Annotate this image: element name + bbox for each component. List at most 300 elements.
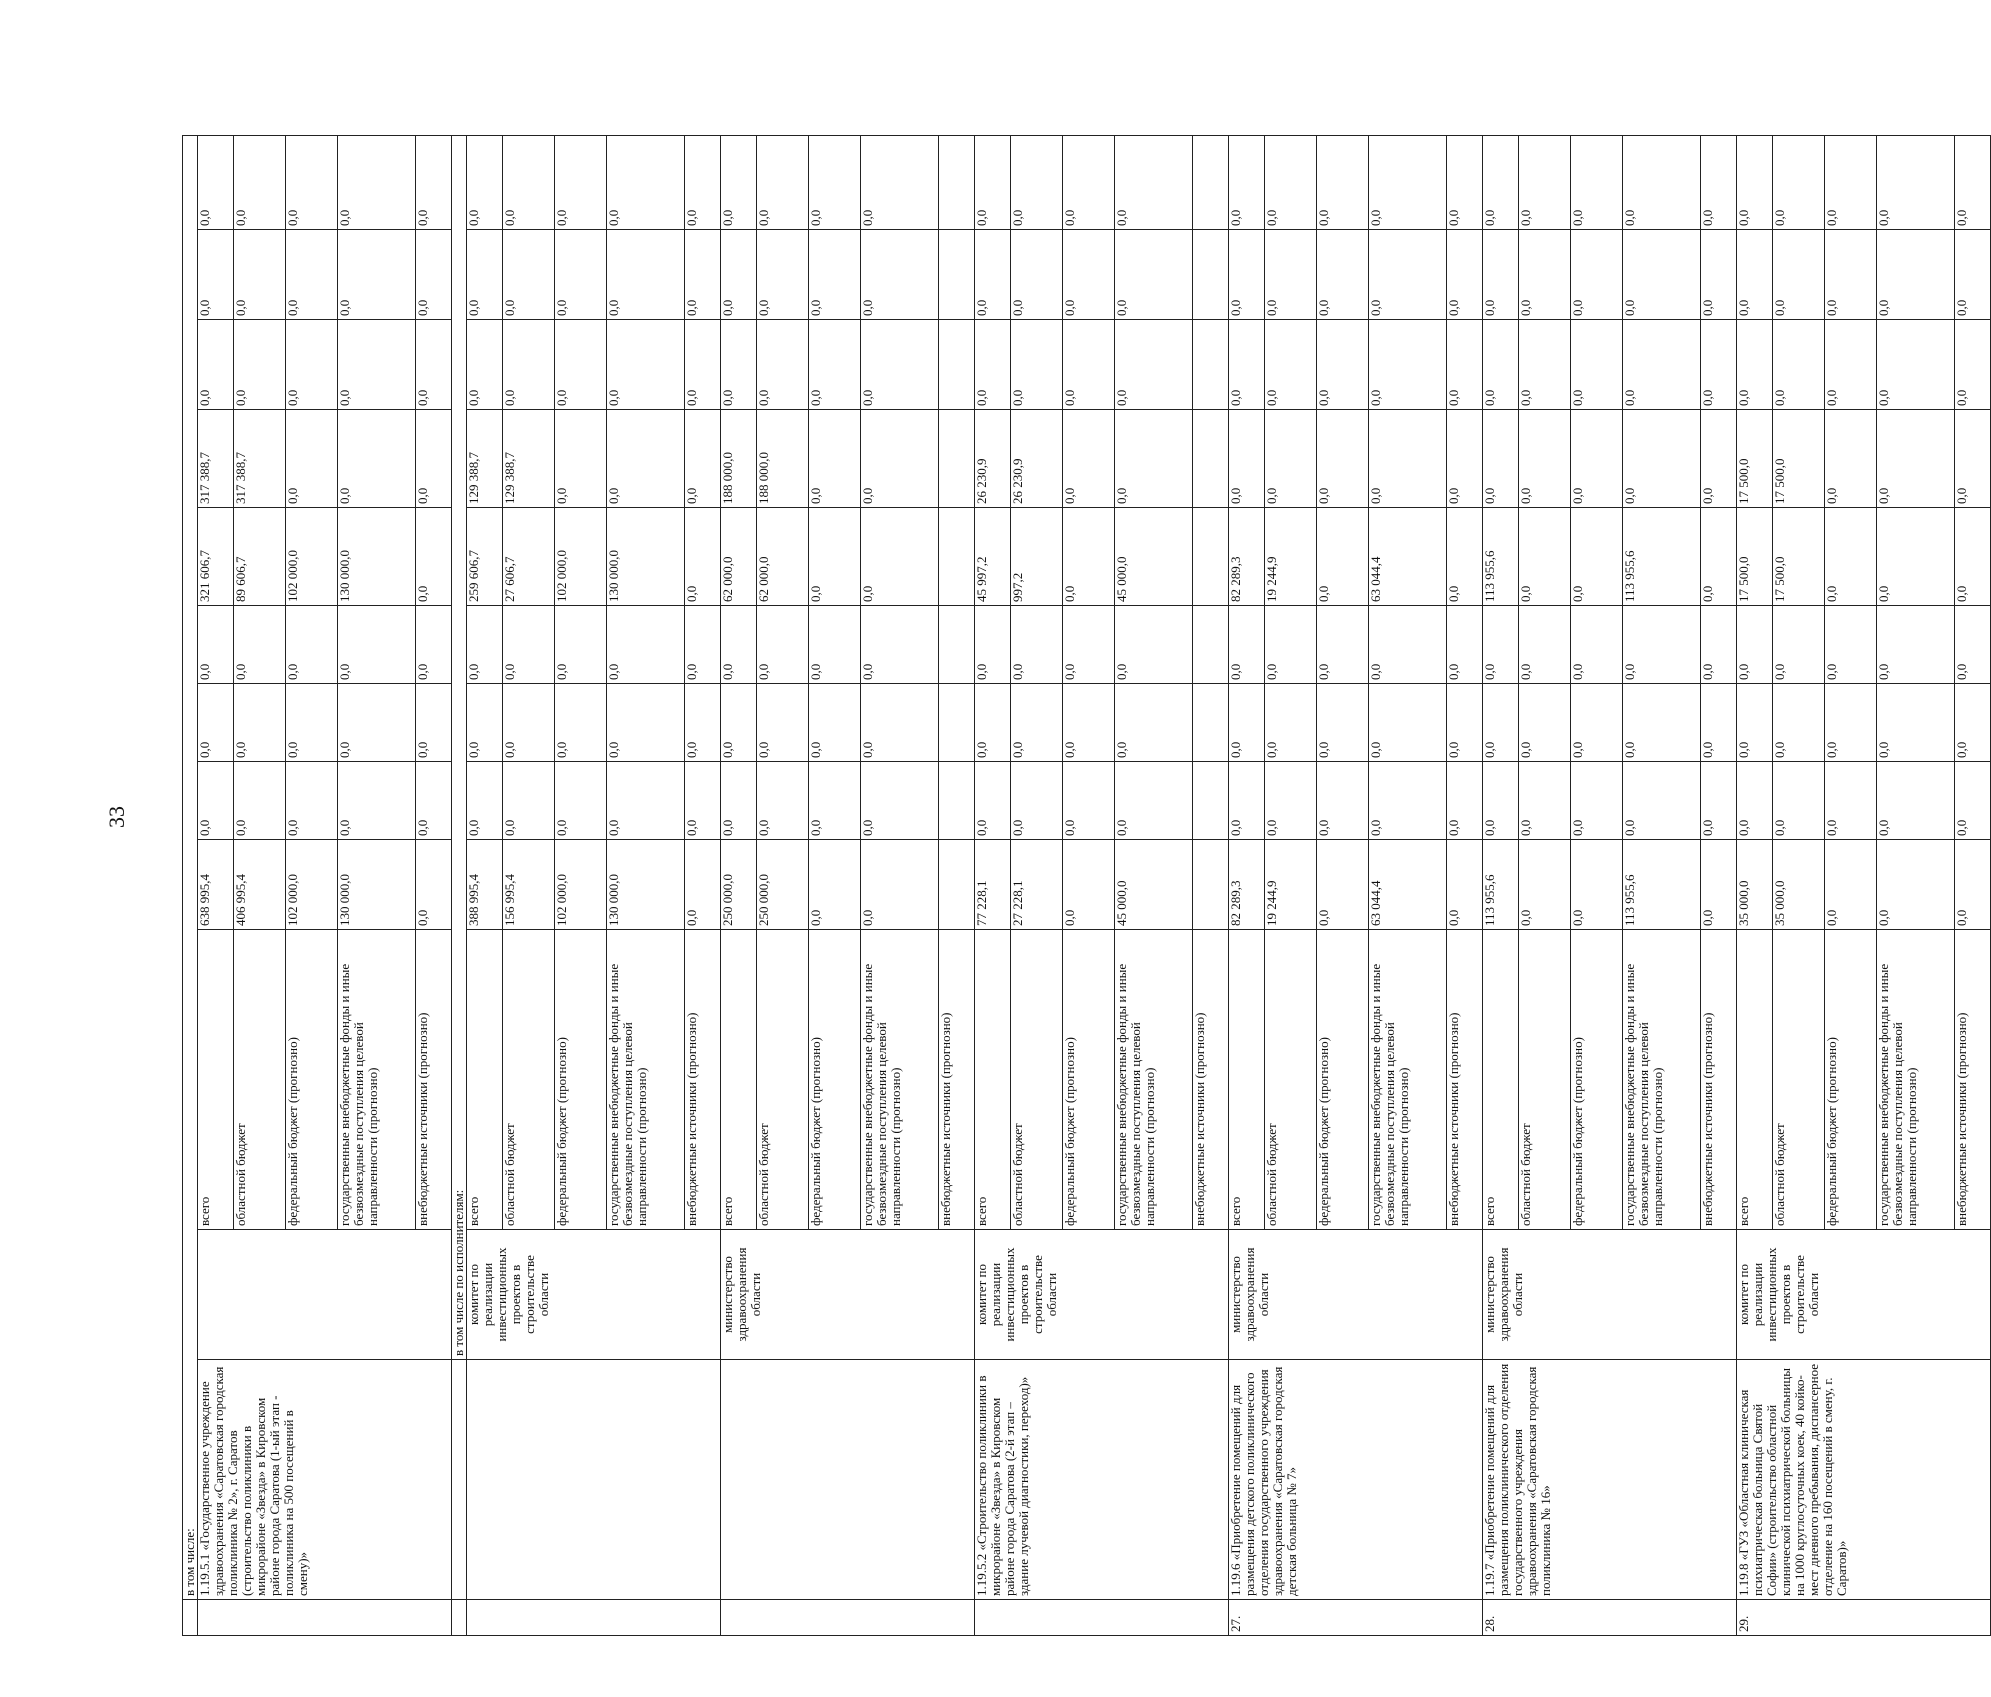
amount-cell: 0,0 — [685, 230, 721, 320]
funding-source: федеральный бюджет (прогнозно) — [1571, 930, 1623, 1230]
funding-source: внебюджетные источники (прогнозно) — [685, 930, 721, 1230]
amount-cell — [939, 762, 975, 840]
amount-cell: 19 244,9 — [1265, 840, 1317, 930]
amount-cell: 0,0 — [416, 684, 452, 762]
funding-source: федеральный бюджет (прогнозно) — [809, 930, 861, 1230]
amount-cell: 0,0 — [1115, 135, 1193, 229]
table-row — [198, 135, 234, 1635]
amount-cell: 0,0 — [338, 135, 416, 229]
amount-cell: 0,0 — [1447, 320, 1483, 410]
amount-cell: 0,0 — [1955, 410, 1991, 508]
amount-cell: 0,0 — [1265, 320, 1317, 410]
amount-cell: 0,0 — [1737, 762, 1773, 840]
amount-cell: 0,0 — [1115, 410, 1193, 508]
amount-cell: 0,0 — [1877, 508, 1955, 606]
amount-cell: 0,0 — [286, 684, 338, 762]
row-number: 28. — [1483, 1600, 1737, 1636]
amount-cell: 0,0 — [975, 684, 1011, 762]
amount-cell: 0,0 — [1265, 135, 1317, 229]
amount-cell: 0,0 — [1571, 410, 1623, 508]
amount-cell: 0,0 — [1265, 410, 1317, 508]
funding-source: федеральный бюджет (прогнозно) — [286, 930, 338, 1230]
amount-cell: 0,0 — [1317, 135, 1369, 229]
amount-cell: 0,0 — [338, 230, 416, 320]
amount-cell: 0,0 — [1317, 508, 1369, 606]
amount-cell: 0,0 — [1063, 684, 1115, 762]
amount-cell: 0,0 — [286, 135, 338, 229]
amount-cell — [1193, 135, 1229, 229]
amount-cell: 0,0 — [1317, 320, 1369, 410]
amount-cell: 0,0 — [685, 762, 721, 840]
amount-cell: 0,0 — [1317, 840, 1369, 930]
amount-cell: 0,0 — [198, 135, 234, 229]
amount-cell: 0,0 — [1571, 320, 1623, 410]
table-row — [1737, 135, 1773, 1635]
amount-cell: 0,0 — [198, 320, 234, 410]
funding-source: областной бюджет — [1773, 930, 1825, 1230]
amount-cell: 0,0 — [416, 606, 452, 684]
amount-cell: 0,0 — [1115, 230, 1193, 320]
amount-cell: 638 995,4 — [198, 840, 234, 930]
amount-cell: 102 000,0 — [555, 508, 607, 606]
amount-cell: 0,0 — [1955, 762, 1991, 840]
amount-cell: 0,0 — [757, 320, 809, 410]
table-row — [467, 135, 503, 1635]
funding-source: областной бюджет — [503, 930, 555, 1230]
intro-text: в том числе: — [183, 135, 198, 1599]
amount-cell — [939, 320, 975, 410]
amount-cell: 0,0 — [1877, 410, 1955, 508]
amount-cell: 156 995,4 — [503, 840, 555, 930]
amount-cell: 17 500,0 — [1737, 508, 1773, 606]
funding-table-body — [183, 135, 1991, 1635]
amount-cell: 0,0 — [607, 606, 685, 684]
amount-cell: 0,0 — [1369, 410, 1447, 508]
page-number: 33 — [104, 806, 129, 828]
amount-cell: 0,0 — [555, 606, 607, 684]
amount-cell: 0,0 — [861, 684, 939, 762]
amount-cell: 0,0 — [1623, 230, 1701, 320]
amount-cell: 0,0 — [286, 762, 338, 840]
amount-cell: 26 230,9 — [975, 410, 1011, 508]
amount-cell: 0,0 — [1737, 135, 1773, 229]
amount-cell: 0,0 — [1825, 508, 1877, 606]
amount-cell: 0,0 — [1447, 410, 1483, 508]
funding-source: государственные внебюджетные фонды и иные безвозмездные поступления целевой направленности (прогнозно) — [1369, 930, 1447, 1230]
table-row — [975, 135, 1011, 1635]
amount-cell: 0,0 — [1825, 840, 1877, 930]
amount-cell: 0,0 — [416, 230, 452, 320]
funding-source: областной бюджет — [1011, 930, 1063, 1230]
amount-cell: 0,0 — [555, 135, 607, 229]
amount-cell: 0,0 — [234, 230, 286, 320]
amount-cell: 0,0 — [467, 230, 503, 320]
funding-source: государственные внебюджетные фонды и иные безвозмездные поступления целевой направленности (прогнозно) — [1877, 930, 1955, 1230]
amount-cell: 0,0 — [1955, 135, 1991, 229]
amount-cell: 0,0 — [1011, 135, 1063, 229]
amount-cell: 63 044,4 — [1369, 840, 1447, 930]
amount-cell: 0,0 — [1011, 684, 1063, 762]
amount-cell: 89 606,7 — [234, 508, 286, 606]
amount-cell: 35 000,0 — [1773, 840, 1825, 930]
amount-cell: 129 388,7 — [467, 410, 503, 508]
amount-cell: 0,0 — [861, 230, 939, 320]
funding-source: государственные внебюджетные фонды и иные безвозмездные поступления целевой направленности (прогнозно) — [607, 930, 685, 1230]
amount-cell: 0,0 — [685, 508, 721, 606]
amount-cell: 0,0 — [1317, 684, 1369, 762]
amount-cell: 0,0 — [467, 684, 503, 762]
amount-cell: 0,0 — [1011, 320, 1063, 410]
amount-cell: 0,0 — [416, 135, 452, 229]
amount-cell: 0,0 — [416, 320, 452, 410]
amount-cell: 0,0 — [234, 762, 286, 840]
funding-source: всего — [1483, 930, 1519, 1230]
amount-cell: 0,0 — [1519, 606, 1571, 684]
amount-cell — [939, 684, 975, 762]
amount-cell: 0,0 — [1877, 230, 1955, 320]
amount-cell: 0,0 — [467, 606, 503, 684]
amount-cell: 0,0 — [1063, 508, 1115, 606]
amount-cell: 0,0 — [1063, 135, 1115, 229]
amount-cell: 0,0 — [1483, 762, 1519, 840]
funding-source: всего — [1737, 930, 1773, 1230]
amount-cell: 0,0 — [1369, 135, 1447, 229]
amount-cell: 0,0 — [1483, 606, 1519, 684]
amount-cell: 0,0 — [1701, 840, 1737, 930]
funding-source: внебюджетные источники (прогнозно) — [1447, 930, 1483, 1230]
amount-cell: 82 289,3 — [1229, 508, 1265, 606]
measure-title: 1.19.6 «Приобретение помещений для размещения детского поликлинического отделения государственного учреждения здравоохранения «Саратовская городская детская больница № 7» — [1229, 1360, 1483, 1600]
funding-table — [182, 135, 1991, 1636]
amount-cell: 0,0 — [198, 762, 234, 840]
amount-cell: 0,0 — [1955, 606, 1991, 684]
amount-cell: 0,0 — [809, 840, 861, 930]
amount-cell: 0,0 — [1063, 840, 1115, 930]
amount-cell: 0,0 — [234, 320, 286, 410]
amount-cell — [1193, 230, 1229, 320]
amount-cell: 0,0 — [1229, 762, 1265, 840]
amount-cell: 0,0 — [809, 762, 861, 840]
amount-cell: 0,0 — [1701, 508, 1737, 606]
amount-cell: 0,0 — [503, 320, 555, 410]
amount-cell: 0,0 — [416, 840, 452, 930]
amount-cell: 0,0 — [607, 410, 685, 508]
amount-cell: 17 500,0 — [1773, 508, 1825, 606]
amount-cell: 0,0 — [1623, 684, 1701, 762]
amount-cell: 188 000,0 — [757, 410, 809, 508]
amount-cell: 0,0 — [1877, 606, 1955, 684]
amount-cell — [1193, 508, 1229, 606]
amount-cell: 0,0 — [1877, 762, 1955, 840]
amount-cell: 0,0 — [286, 320, 338, 410]
row-number: 29. — [1737, 1600, 1991, 1636]
executor: комитет по реализации инвестиционных проектов в строительстве области — [467, 1230, 721, 1360]
funding-source: областной бюджет — [1519, 930, 1571, 1230]
amount-cell — [1193, 320, 1229, 410]
amount-cell: 0,0 — [809, 508, 861, 606]
row-number: 27. — [1229, 1600, 1483, 1636]
amount-cell: 113 955,6 — [1483, 508, 1519, 606]
amount-cell — [939, 840, 975, 930]
amount-cell: 0,0 — [416, 410, 452, 508]
amount-cell — [939, 606, 975, 684]
amount-cell: 0,0 — [607, 135, 685, 229]
amount-cell: 188 000,0 — [721, 410, 757, 508]
amount-cell: 0,0 — [1229, 230, 1265, 320]
amount-cell: 0,0 — [1447, 684, 1483, 762]
amount-cell: 0,0 — [1369, 320, 1447, 410]
amount-cell: 0,0 — [1571, 840, 1623, 930]
amount-cell: 0,0 — [1773, 606, 1825, 684]
amount-cell: 0,0 — [1369, 230, 1447, 320]
amount-cell: 0,0 — [198, 230, 234, 320]
amount-cell — [1193, 684, 1229, 762]
amount-cell: 0,0 — [467, 135, 503, 229]
amount-cell: 0,0 — [721, 230, 757, 320]
funding-source: внебюджетные источники (прогнозно) — [1955, 930, 1991, 1230]
amount-cell: 0,0 — [1369, 762, 1447, 840]
amount-cell: 0,0 — [757, 230, 809, 320]
amount-cell: 0,0 — [1701, 320, 1737, 410]
amount-cell: 26 230,9 — [1011, 410, 1063, 508]
amount-cell: 0,0 — [685, 840, 721, 930]
funding-source: всего — [975, 930, 1011, 1230]
amount-cell: 0,0 — [1447, 230, 1483, 320]
amount-cell: 0,0 — [1701, 762, 1737, 840]
amount-cell: 0,0 — [1571, 230, 1623, 320]
executor: комитет по реализации инвестиционных проектов в строительстве области — [975, 1230, 1229, 1360]
amount-cell: 0,0 — [1229, 684, 1265, 762]
measure-title: 1.19.5.1 «Государственное учреждение здравоохранения «Саратовская городская поликлиника № 2», г. Саратов (строительство поликлиники в микрорайоне «Звезда» в Кировском районе города Саратова (1-ый этап - поликлиника на 500 посещений в смену)» — [198, 1360, 452, 1600]
amount-cell: 0,0 — [809, 684, 861, 762]
amount-cell: 45 997,2 — [975, 508, 1011, 606]
amount-cell: 0,0 — [607, 320, 685, 410]
amount-cell: 0,0 — [1229, 606, 1265, 684]
amount-cell: 45 000,0 — [1115, 840, 1193, 930]
measure-title: 1.19.5.2 «Строительство поликлиники в микрорайоне «Звезда» в Кировском районе города Саратова (2-й этап – здание лучевой диагностики, переход)» — [975, 1360, 1229, 1600]
funding-source: всего — [467, 930, 503, 1230]
amount-cell: 0,0 — [1701, 230, 1737, 320]
amount-cell: 77 228,1 — [975, 840, 1011, 930]
amount-cell: 0,0 — [338, 606, 416, 684]
amount-cell: 321 606,7 — [198, 508, 234, 606]
amount-cell: 130 000,0 — [607, 508, 685, 606]
amount-cell: 0,0 — [975, 230, 1011, 320]
amount-cell: 0,0 — [1571, 135, 1623, 229]
amount-cell: 17 500,0 — [1773, 410, 1825, 508]
amount-cell: 406 995,4 — [234, 840, 286, 930]
amount-cell: 0,0 — [1623, 606, 1701, 684]
amount-cell: 0,0 — [338, 320, 416, 410]
funding-source: областной бюджет — [757, 930, 809, 1230]
amount-cell: 0,0 — [685, 410, 721, 508]
amount-cell: 0,0 — [1623, 762, 1701, 840]
amount-cell: 0,0 — [809, 606, 861, 684]
amount-cell: 0,0 — [1115, 762, 1193, 840]
amount-cell: 0,0 — [234, 684, 286, 762]
funding-source: федеральный бюджет (прогнозно) — [1825, 930, 1877, 1230]
amount-cell: 0,0 — [1011, 762, 1063, 840]
amount-cell: 0,0 — [1623, 135, 1701, 229]
amount-cell: 0,0 — [338, 410, 416, 508]
row-number — [721, 1600, 975, 1636]
measure-title: 1.19.8 «ГУЗ «Областная клиническая психиатрическая больница Святой Софии» (строительство областной клинической психиатрической больницы на 1000 круглосуточных коек, 40 койко-мест дневного пребывания, диспансерное отделение на 160 посещений в смену, г. Саратов)» — [1737, 1360, 1991, 1600]
amount-cell: 0,0 — [1317, 230, 1369, 320]
funding-source: внебюджетные источники (прогнозно) — [1193, 930, 1229, 1230]
amount-cell: 0,0 — [1773, 320, 1825, 410]
amount-cell: 0,0 — [286, 606, 338, 684]
amount-cell: 0,0 — [607, 230, 685, 320]
amount-cell: 250 000,0 — [721, 840, 757, 930]
amount-cell — [939, 508, 975, 606]
amount-cell: 0,0 — [503, 762, 555, 840]
amount-cell: 0,0 — [1773, 762, 1825, 840]
amount-cell: 63 044,4 — [1369, 508, 1447, 606]
amount-cell: 0,0 — [234, 606, 286, 684]
amount-cell: 0,0 — [1571, 508, 1623, 606]
amount-cell: 0,0 — [1063, 762, 1115, 840]
amount-cell: 0,0 — [338, 684, 416, 762]
amount-cell: 0,0 — [861, 320, 939, 410]
table-row — [1229, 135, 1265, 1635]
funding-source: всего — [721, 930, 757, 1230]
amount-cell: 0,0 — [1773, 684, 1825, 762]
amount-cell: 0,0 — [1115, 684, 1193, 762]
amount-cell: 0,0 — [809, 135, 861, 229]
amount-cell: 0,0 — [1317, 410, 1369, 508]
amount-cell: 0,0 — [1483, 410, 1519, 508]
amount-cell: 0,0 — [1229, 320, 1265, 410]
amount-cell — [1193, 840, 1229, 930]
amount-cell: 0,0 — [286, 230, 338, 320]
amount-cell — [939, 230, 975, 320]
amount-cell: 0,0 — [555, 762, 607, 840]
amount-cell: 0,0 — [809, 410, 861, 508]
amount-cell: 0,0 — [1265, 762, 1317, 840]
amount-cell: 0,0 — [861, 762, 939, 840]
amount-cell: 0,0 — [1825, 230, 1877, 320]
amount-cell: 0,0 — [1773, 230, 1825, 320]
amount-cell: 0,0 — [555, 320, 607, 410]
amount-cell: 0,0 — [1063, 230, 1115, 320]
amount-cell: 0,0 — [1447, 135, 1483, 229]
amount-cell: 0,0 — [503, 606, 555, 684]
amount-cell — [1193, 606, 1229, 684]
amount-cell: 0,0 — [685, 135, 721, 229]
amount-cell: 0,0 — [503, 230, 555, 320]
funding-source: государственные внебюджетные фонды и иные безвозмездные поступления целевой направленности (прогнозно) — [338, 930, 416, 1230]
amount-cell — [1193, 762, 1229, 840]
amount-cell: 0,0 — [1877, 320, 1955, 410]
amount-cell: 82 289,3 — [1229, 840, 1265, 930]
sub-intro-row — [452, 135, 467, 1635]
amount-cell: 0,0 — [1955, 230, 1991, 320]
amount-cell: 0,0 — [757, 762, 809, 840]
amount-cell: 0,0 — [1369, 684, 1447, 762]
amount-cell: 17 500,0 — [1737, 410, 1773, 508]
amount-cell: 0,0 — [1825, 762, 1877, 840]
funding-source: федеральный бюджет (прогнозно) — [1063, 930, 1115, 1230]
amount-cell: 317 388,7 — [234, 410, 286, 508]
amount-cell: 0,0 — [1737, 684, 1773, 762]
amount-cell: 0,0 — [1825, 135, 1877, 229]
amount-cell: 0,0 — [607, 684, 685, 762]
amount-cell: 0,0 — [975, 135, 1011, 229]
measure-title — [467, 1360, 721, 1600]
amount-cell: 0,0 — [1623, 410, 1701, 508]
amount-cell: 0,0 — [721, 762, 757, 840]
amount-cell: 0,0 — [757, 606, 809, 684]
amount-cell: 0,0 — [1317, 606, 1369, 684]
amount-cell: 0,0 — [1447, 840, 1483, 930]
amount-cell: 62 000,0 — [757, 508, 809, 606]
amount-cell: 0,0 — [1483, 135, 1519, 229]
amount-cell: 0,0 — [861, 410, 939, 508]
amount-cell: 0,0 — [338, 762, 416, 840]
amount-cell: 0,0 — [1447, 606, 1483, 684]
funding-source: государственные внебюджетные фонды и иные безвозмездные поступления целевой направленности (прогнозно) — [861, 930, 939, 1230]
amount-cell: 27 228,1 — [1011, 840, 1063, 930]
amount-cell: 0,0 — [1483, 320, 1519, 410]
amount-cell: 0,0 — [1519, 762, 1571, 840]
amount-cell: 0,0 — [975, 762, 1011, 840]
amount-cell: 0,0 — [503, 684, 555, 762]
amount-cell: 113 955,6 — [1623, 840, 1701, 930]
amount-cell: 0,0 — [1955, 840, 1991, 930]
amount-cell: 0,0 — [975, 320, 1011, 410]
amount-cell: 0,0 — [1571, 762, 1623, 840]
amount-cell: 0,0 — [1955, 684, 1991, 762]
amount-cell: 0,0 — [1063, 320, 1115, 410]
amount-cell: 0,0 — [1955, 508, 1991, 606]
amount-cell: 0,0 — [1701, 606, 1737, 684]
amount-cell: 0,0 — [757, 135, 809, 229]
funding-source: федеральный бюджет (прогнозно) — [1317, 930, 1369, 1230]
amount-cell: 0,0 — [1519, 230, 1571, 320]
row-number — [198, 1600, 452, 1636]
amount-cell: 0,0 — [1063, 606, 1115, 684]
sub-intro-text: в том числе по исполнителям: — [452, 135, 467, 1359]
amount-cell: 0,0 — [555, 230, 607, 320]
amount-cell: 0,0 — [1955, 320, 1991, 410]
funding-source: внебюджетные источники (прогнозно) — [939, 930, 975, 1230]
amount-cell: 0,0 — [975, 606, 1011, 684]
amount-cell: 0,0 — [1369, 606, 1447, 684]
amount-cell: 0,0 — [1519, 320, 1571, 410]
amount-cell: 0,0 — [1447, 762, 1483, 840]
executor: министерство здравоохранения области — [1229, 1230, 1483, 1360]
amount-cell: 129 388,7 — [503, 410, 555, 508]
table-row — [1483, 135, 1519, 1635]
rotated-table-holder — [182, 136, 1969, 1636]
amount-cell: 0,0 — [861, 508, 939, 606]
amount-cell: 0,0 — [1825, 684, 1877, 762]
amount-cell: 259 606,7 — [467, 508, 503, 606]
amount-cell: 0,0 — [1447, 508, 1483, 606]
amount-cell: 0,0 — [1229, 410, 1265, 508]
amount-cell: 130 000,0 — [338, 840, 416, 930]
row-number — [975, 1600, 1229, 1636]
amount-cell: 0,0 — [555, 684, 607, 762]
amount-cell: 0,0 — [861, 840, 939, 930]
amount-cell: 113 955,6 — [1623, 508, 1701, 606]
amount-cell: 0,0 — [685, 606, 721, 684]
amount-cell: 0,0 — [1011, 606, 1063, 684]
amount-cell: 0,0 — [721, 320, 757, 410]
funding-source: государственные внебюджетные фонды и иные безвозмездные поступления целевой направленности (прогнозно) — [1115, 930, 1193, 1230]
amount-cell: 0,0 — [1825, 320, 1877, 410]
amount-cell: 130 000,0 — [338, 508, 416, 606]
